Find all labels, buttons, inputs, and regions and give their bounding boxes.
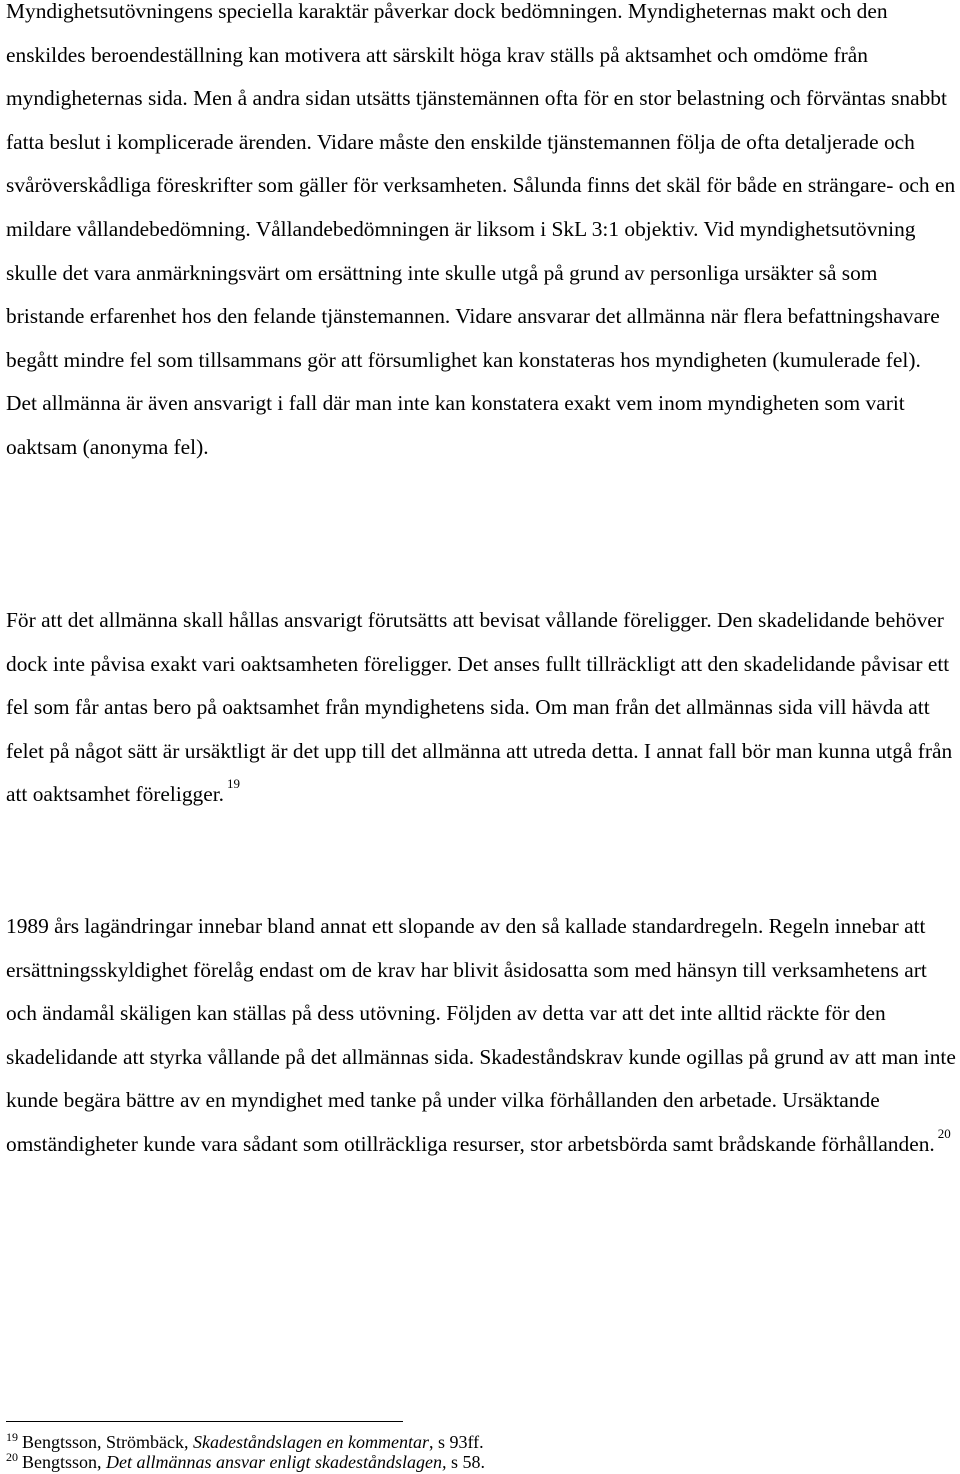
paragraph-2 — [6, 599, 956, 817]
footnote-ref-20[interactable]: 20 — [937, 1125, 951, 1141]
paragraph-3 — [6, 905, 956, 1167]
footnote-number: 19 — [6, 1430, 18, 1444]
footnote-title: Skadeståndslagen en kommentar — [193, 1432, 429, 1452]
footnote-number: 20 — [6, 1450, 18, 1464]
footnote-prefix: Bengtsson, Strömbäck, — [22, 1432, 193, 1452]
paragraph-1 — [6, 0, 956, 470]
paragraph-3-text: 1989 års lagändringar innebar bland annat ett slopande av den så kallade standardregeln. Regeln innebar att ersättningsskyldighet förelåg endast om de krav har blivit åsidosatta som med hänsyn till verksamhetens art och ändamål skäligen kan ställas på dess utövning. Följden av detta var att det inte alltid räckte för den skadelidande att styrka vållande på det allmännas sida. Skadeståndskrav kunde ogillas på grund av att man inte kunde begära bättre av en myndighet med tanke på under vilka förhållanden den arbetade. Ursäktande omständigheter kunde vara sådant som otillräckliga resurser, stor arbetsbörda samt brådskande förhållanden. — [6, 914, 956, 1156]
footnote-title: Det allmännas ansvar enligt skadeståndslagen, — [106, 1452, 447, 1472]
footnote-prefix: Bengtsson, — [22, 1452, 107, 1472]
footnote-19 — [6, 1432, 484, 1454]
paragraph-1-text: Myndighetsutövningens speciella karaktär påverkar dock bedömningen. Myndigheternas makt och den enskildes beroendeställning kan motivera att särskilt höga krav ställs på aktsamhet och omdöme från myndigheternas sida. Men å andra sidan utsätts tjänstemännen ofta för en stor belastning och förväntas snabbt fatta beslut i komplicerade ärenden. Vidare måste den enskilde tjänstemannen följa de ofta detaljerade och svåröverskådliga föreskrifter som gäller för verksamheten. Sålunda finns det skäl för både en strängare- och en mildare vållandebedömning. Vållandebedömningen är liksom i SkL 3:1 objektiv. Vid myndighetsutövning skulle det vara anmärkningsvärt om ersättning inte skulle utgå på grund av personliga ursäkter så som bristande erfarenhet hos den felande tjänstemannen. Vidare ansvarar det allmänna när flera befattningshavare begått mindre fel som tillsammans gör att försumlighet kan konstateras hos myndigheten (kumulerade fel). Det allmänna är även ansvarigt i fall där man inte kan konstatera exakt vem inom myndigheten som varit oaktsam (anonyma fel). — [6, 0, 956, 459]
footnote-ref-19[interactable]: 19 — [227, 776, 240, 792]
footnote-20 — [6, 1452, 485, 1474]
footnote-divider — [6, 1421, 403, 1422]
footnote-suffix: , s 93ff. — [428, 1432, 484, 1452]
paragraph-2-text: För att det allmänna skall hållas ansvarigt förutsätts att bevisat vållande föreligger. Den skadelidande behöver dock inte påvisa exakt vari oaktsamheten föreligger. Det anses fullt tillräckligt att den skadelidande påvisar ett fel som får antas bero på oaktsamhet från myndighetens sida. Om man från det allmännas sida vill hävda att felet på något sätt är ursäktligt är det upp till det allmänna att utreda detta. I annat fall bör man kunna utgå från att oaktsamhet föreligger. — [6, 608, 953, 807]
footnote-suffix: s 58. — [446, 1452, 486, 1472]
